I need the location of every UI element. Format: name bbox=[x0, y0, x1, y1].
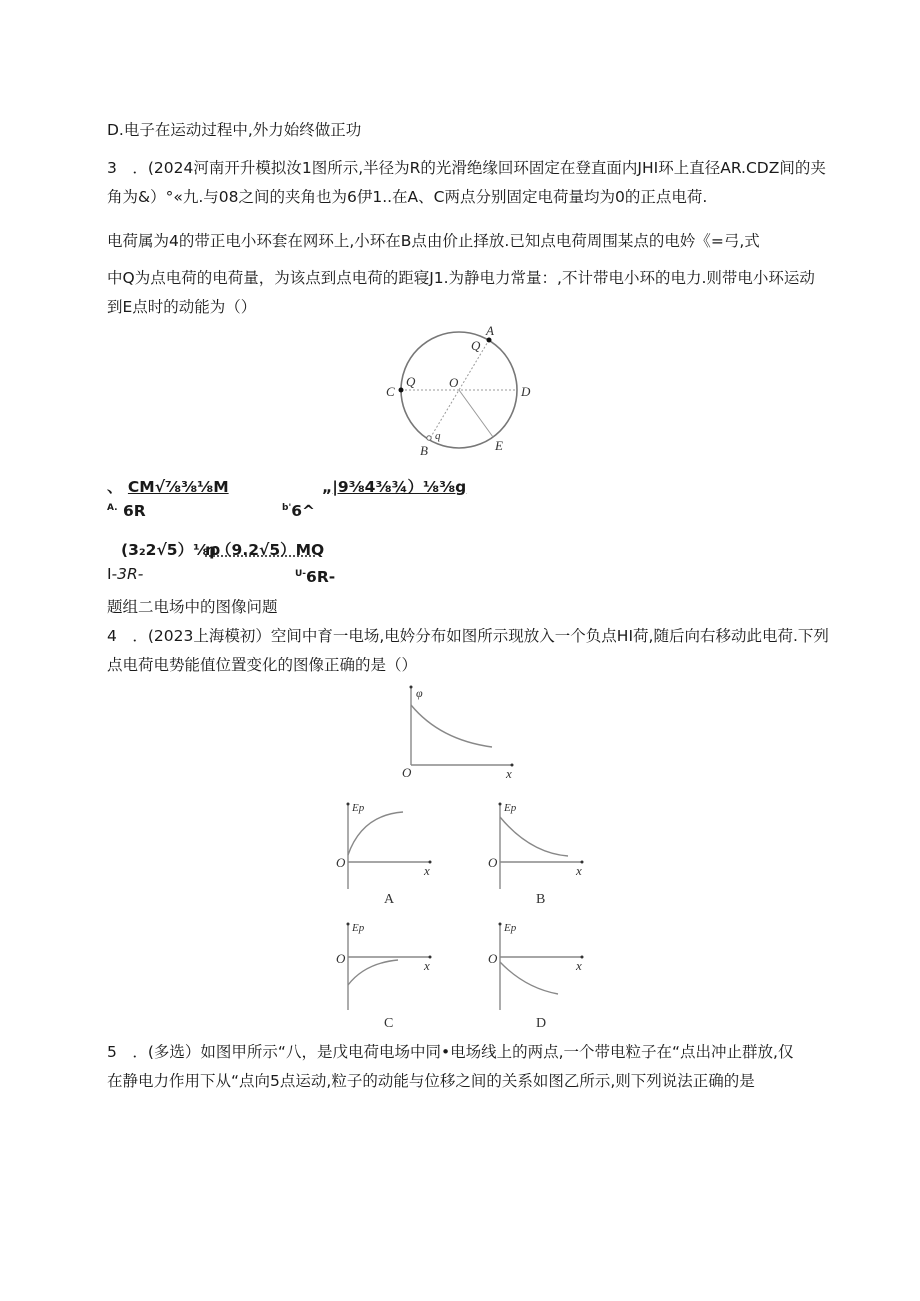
x-axis-label: x bbox=[576, 958, 582, 973]
point-e-label: E bbox=[495, 438, 503, 453]
option-b-num: |9⅜4⅜¾）⅛⅜g bbox=[332, 478, 467, 496]
option-b-label: b' bbox=[282, 503, 292, 513]
x-axis-label: x bbox=[576, 863, 582, 878]
q4-text-line: 点电荷电势能值位置变化的图像正确的是（） bbox=[107, 656, 418, 674]
graph-b-label: B bbox=[536, 892, 546, 907]
charge-q-small-label: q bbox=[435, 430, 441, 442]
option-c-den: 3R- bbox=[117, 565, 144, 583]
graph-a-label: A bbox=[384, 892, 395, 907]
q3-text-line: 3 ．(2024河南开升模拟汝1图所示,半径为R的光滑绝缘回环固定在登直面内JHI环上直径AR.CDZ间的夹 bbox=[107, 159, 826, 177]
circle-figure bbox=[370, 320, 550, 460]
potential-graphs-figure bbox=[300, 685, 600, 1030]
point-d-label: D bbox=[521, 384, 531, 399]
option-a-den: 6R bbox=[122, 502, 146, 521]
origin-label: O bbox=[402, 765, 412, 780]
q3-text-line: 到E点时的动能为（） bbox=[107, 298, 257, 316]
charge-q-a-label: Q bbox=[471, 338, 481, 353]
origin-label: O bbox=[488, 951, 498, 966]
x-axis-label: x bbox=[424, 958, 430, 973]
option-d-denominator bbox=[295, 564, 335, 587]
origin-label: O bbox=[336, 855, 346, 870]
ep-axis-label: Ep bbox=[352, 922, 365, 934]
x-axis-label: x bbox=[506, 766, 512, 781]
section-title: 题组二电场中的图像问题 bbox=[107, 598, 278, 616]
center-o-label: O bbox=[449, 375, 459, 390]
option-a-denominator bbox=[107, 498, 146, 521]
origin-label: O bbox=[488, 855, 498, 870]
q4-text-line: 4 ．(2023上海模初）空间中育一电场,电妗分布如图所示现放入一个负点HI荷,随后向右移动此电荷.下列 bbox=[107, 627, 829, 645]
graph-c-label: C bbox=[384, 1016, 394, 1030]
q5-text-line: 5 ．(多选）如图甲所示“八，是戊电荷电场中同•电场线上的两点,一个带电粒子在“点出冲止群放,仅 bbox=[107, 1043, 794, 1061]
point-c-label: C bbox=[386, 384, 395, 399]
x-axis-label: x bbox=[424, 863, 430, 878]
point-a-label: A bbox=[486, 323, 494, 338]
option-b-den: 6^ bbox=[291, 502, 315, 521]
option-prefix: „ bbox=[322, 478, 333, 496]
ep-axis-label: Ep bbox=[504, 802, 517, 814]
ep-axis-label: Ep bbox=[504, 922, 517, 934]
option-d-label: U- bbox=[295, 569, 307, 579]
point-b-label: B bbox=[420, 443, 428, 458]
q3-text-line: 中Q为点电荷的电荷量，为该点到点电荷的距寝J1.为静电力常量：,不计带电小环的电力.则带电小环运动 bbox=[107, 269, 815, 287]
q5-text-line: 在静电力作用下从“点向5点运动,粒子的动能与位移之间的关系如图乙所示,则下列说法正确的是 bbox=[107, 1072, 755, 1090]
option-prefix: 、 bbox=[107, 478, 123, 496]
option-b-denominator bbox=[282, 498, 315, 521]
option-a-label: A. bbox=[107, 503, 118, 513]
ep-axis-label: Ep bbox=[352, 802, 365, 814]
option-d-den: 6R- bbox=[306, 568, 336, 587]
origin-label: O bbox=[336, 951, 346, 966]
option-c-denominator bbox=[107, 564, 143, 584]
q3-text-line: 角为&）°«九.与08之间的夹角也为6伊1..在A、C两点分别固定电荷量均为0的正点电荷. bbox=[107, 188, 708, 206]
option-a-num: CM√⅞⅜⅛M bbox=[127, 478, 229, 496]
option-d-numerator[interactable]: n（9.2√5）MQ bbox=[205, 541, 325, 559]
graph-d-label: D bbox=[536, 1016, 547, 1030]
option-b-numerator[interactable] bbox=[322, 477, 466, 497]
option-a-numerator[interactable] bbox=[107, 477, 229, 497]
option-c-label: I- bbox=[107, 565, 118, 583]
phi-axis-label: φ bbox=[416, 686, 423, 700]
q3-text-line: 电荷属为4的带正电小环套在网环上,小环在B点由价止择放.已知点电荷周围某点的电妗《=弓,式 bbox=[107, 232, 760, 250]
q2-option-d: D.电子在运动过程中,外力始终做正功 bbox=[107, 121, 362, 139]
option-c-numerator[interactable]: (3₂2√5）⅛ρ bbox=[121, 541, 221, 559]
charge-q-c-label: Q bbox=[406, 374, 416, 389]
